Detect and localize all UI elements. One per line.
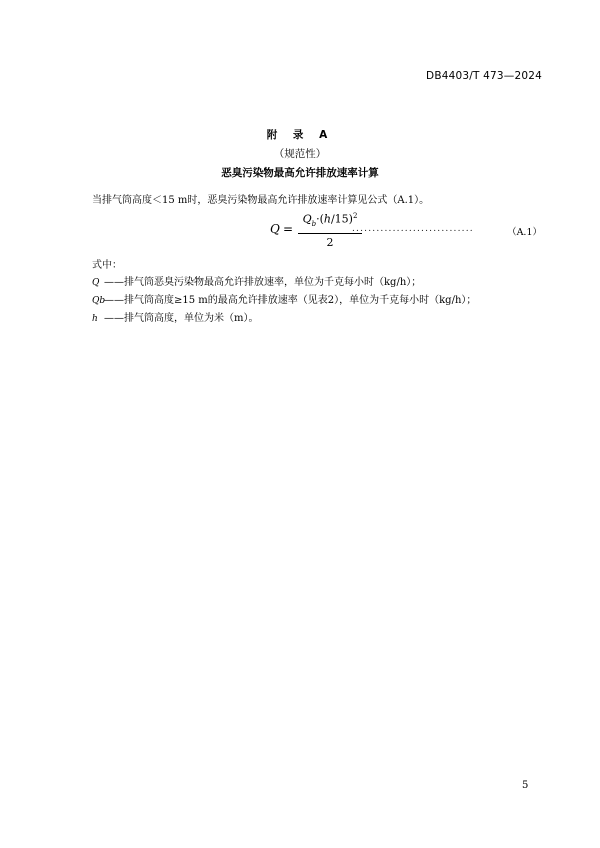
intro-paragraph: 当排气筒高度＜15 m时，恶臭污染物最高允许排放速率计算见公式（A.1）。 bbox=[92, 195, 430, 206]
formula-leader-dots: .............................. bbox=[352, 224, 474, 234]
where-item bbox=[92, 274, 476, 292]
formula-number: （A.1） bbox=[507, 227, 542, 238]
where-symbol: h bbox=[92, 314, 98, 324]
annex-nature: （规范性） bbox=[273, 148, 327, 160]
where-symbol: Qb bbox=[92, 296, 106, 306]
page-number: 5 bbox=[522, 780, 529, 791]
annex-title: 恶臭污染物最高允许排放速率计算 bbox=[221, 167, 379, 179]
annex-label: 附 录 A bbox=[266, 129, 334, 141]
formula-denominator: 2 bbox=[326, 235, 334, 249]
formula-equals: = bbox=[283, 222, 294, 236]
formula-a1 bbox=[270, 208, 542, 248]
formula-lhs: Q bbox=[270, 222, 280, 236]
annex-title-block bbox=[0, 126, 600, 183]
where-symbol: Q bbox=[92, 278, 100, 288]
document-code: DB4403/T 473—2024 bbox=[426, 70, 542, 82]
where-label: 式中： bbox=[92, 260, 122, 271]
where-block bbox=[92, 257, 476, 328]
where-desc: ——排气筒恶臭污染物最高允许排放速率，单位为千克每小时（kg/h）； bbox=[104, 277, 422, 288]
where-item bbox=[92, 310, 476, 328]
where-desc: ——排气筒高度≥15 m的最高允许排放速率（见表2），单位为千克每小时（kg/h）； bbox=[104, 295, 477, 306]
formula-numerator: $Q_b\cdot(h/15)^2$ bbox=[302, 212, 358, 228]
where-desc: ——排气筒高度，单位为米（m）。 bbox=[104, 313, 259, 324]
where-item bbox=[92, 292, 476, 310]
